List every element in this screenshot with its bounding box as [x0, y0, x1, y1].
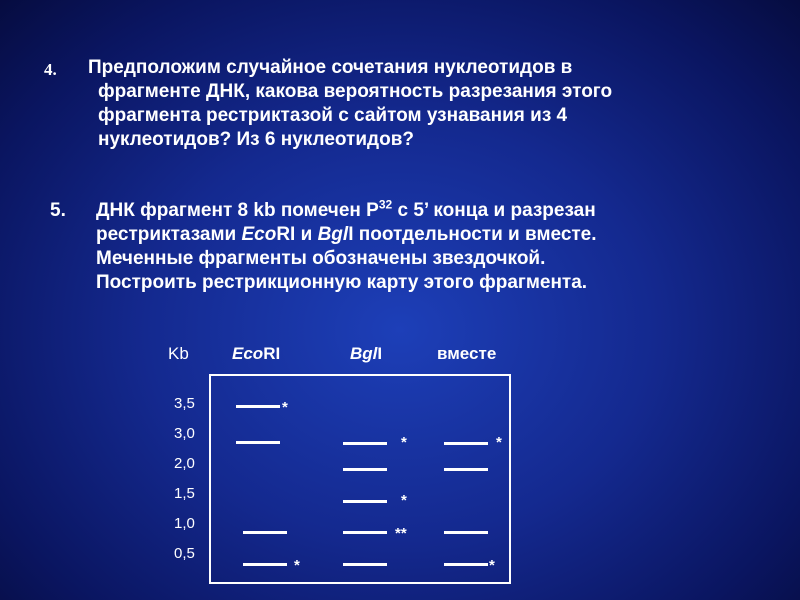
bgli-label-mark-1-0: **	[395, 525, 407, 542]
ecori-band-3-5	[236, 405, 280, 408]
bgli-label-mark-3-0: *	[401, 434, 407, 451]
question-4-number: 4.	[44, 60, 57, 79]
ecori-band-1-0	[243, 531, 287, 534]
question-4-line-2: фрагменте ДНК, какова вероятность разрезания этого	[98, 81, 613, 102]
isotope-superscript: 32	[378, 197, 393, 212]
bgli-band-0-5	[343, 563, 387, 566]
question-4-text	[88, 56, 728, 152]
bgli-band-3-0	[343, 442, 387, 445]
line-1-text-end: с 5’ конца и разрезан	[392, 200, 596, 221]
question-5-line-4: Построить рестрикционную карту этого фрагмента.	[96, 272, 588, 293]
bgli-band-1-0	[343, 531, 387, 534]
bgli-header	[350, 344, 382, 364]
kb-header: Kb	[168, 344, 189, 363]
bgli-band-1-5	[343, 500, 387, 503]
together-band-3-0	[444, 442, 488, 445]
eco-rest: RI и	[276, 224, 318, 245]
tick-3-0: 3,0	[174, 425, 195, 442]
ecori-label-mark-0-5: *	[294, 557, 300, 574]
question-5-number: 5.	[50, 200, 66, 221]
ecori-header	[232, 344, 280, 364]
tick-3-5: 3,5	[174, 395, 195, 412]
question-5-text	[96, 199, 736, 295]
together-label-mark-3-0: *	[496, 434, 502, 451]
together-band-2-0	[444, 468, 488, 471]
bgli-band-2-0	[343, 468, 387, 471]
together-band-0-5	[444, 563, 488, 566]
eco-italic: Eco	[241, 224, 277, 245]
ecori-band-3-0	[236, 441, 280, 444]
ecori-italic: Eco	[232, 344, 264, 363]
bgli-label-mark-1-5: *	[401, 492, 407, 509]
question-4-line-4: нуклеотидов? Из 6 нуклеотидов?	[98, 129, 414, 150]
ecori-rest: RI	[263, 344, 281, 363]
together-label-mark-0-5: *	[489, 557, 495, 574]
ecori-label-mark-3-5: *	[282, 399, 288, 416]
together-band-1-0	[444, 531, 488, 534]
tick-1-0: 1,0	[174, 515, 195, 532]
question-5-line-1	[96, 199, 736, 223]
bgl-italic: Bgl	[317, 224, 349, 245]
ecori-band-0-5	[243, 563, 287, 566]
line-2-text: рестриктазами	[96, 224, 242, 245]
bgl-rest: I поотдельности и вместе.	[348, 224, 597, 245]
together-header: вместе	[437, 344, 497, 363]
bgli-italic: Bgl	[350, 344, 378, 363]
question-5-line-2	[96, 223, 736, 247]
tick-1-5: 1,5	[174, 485, 195, 502]
tick-0-5: 0,5	[174, 545, 195, 562]
tick-2-0: 2,0	[174, 455, 195, 472]
bgli-rest: I	[377, 344, 383, 363]
question-4-line-1: Предположим случайное сочетания нуклеотидов в	[88, 57, 573, 78]
question-4-line-3: фрагмента рестриктазой с сайтом узнавания из 4	[98, 105, 568, 126]
question-5-line-3: Меченные фрагменты обозначены звездочкой.	[96, 248, 546, 269]
line-1-text: ДНК фрагмент 8 kb помечен Р	[96, 200, 379, 221]
